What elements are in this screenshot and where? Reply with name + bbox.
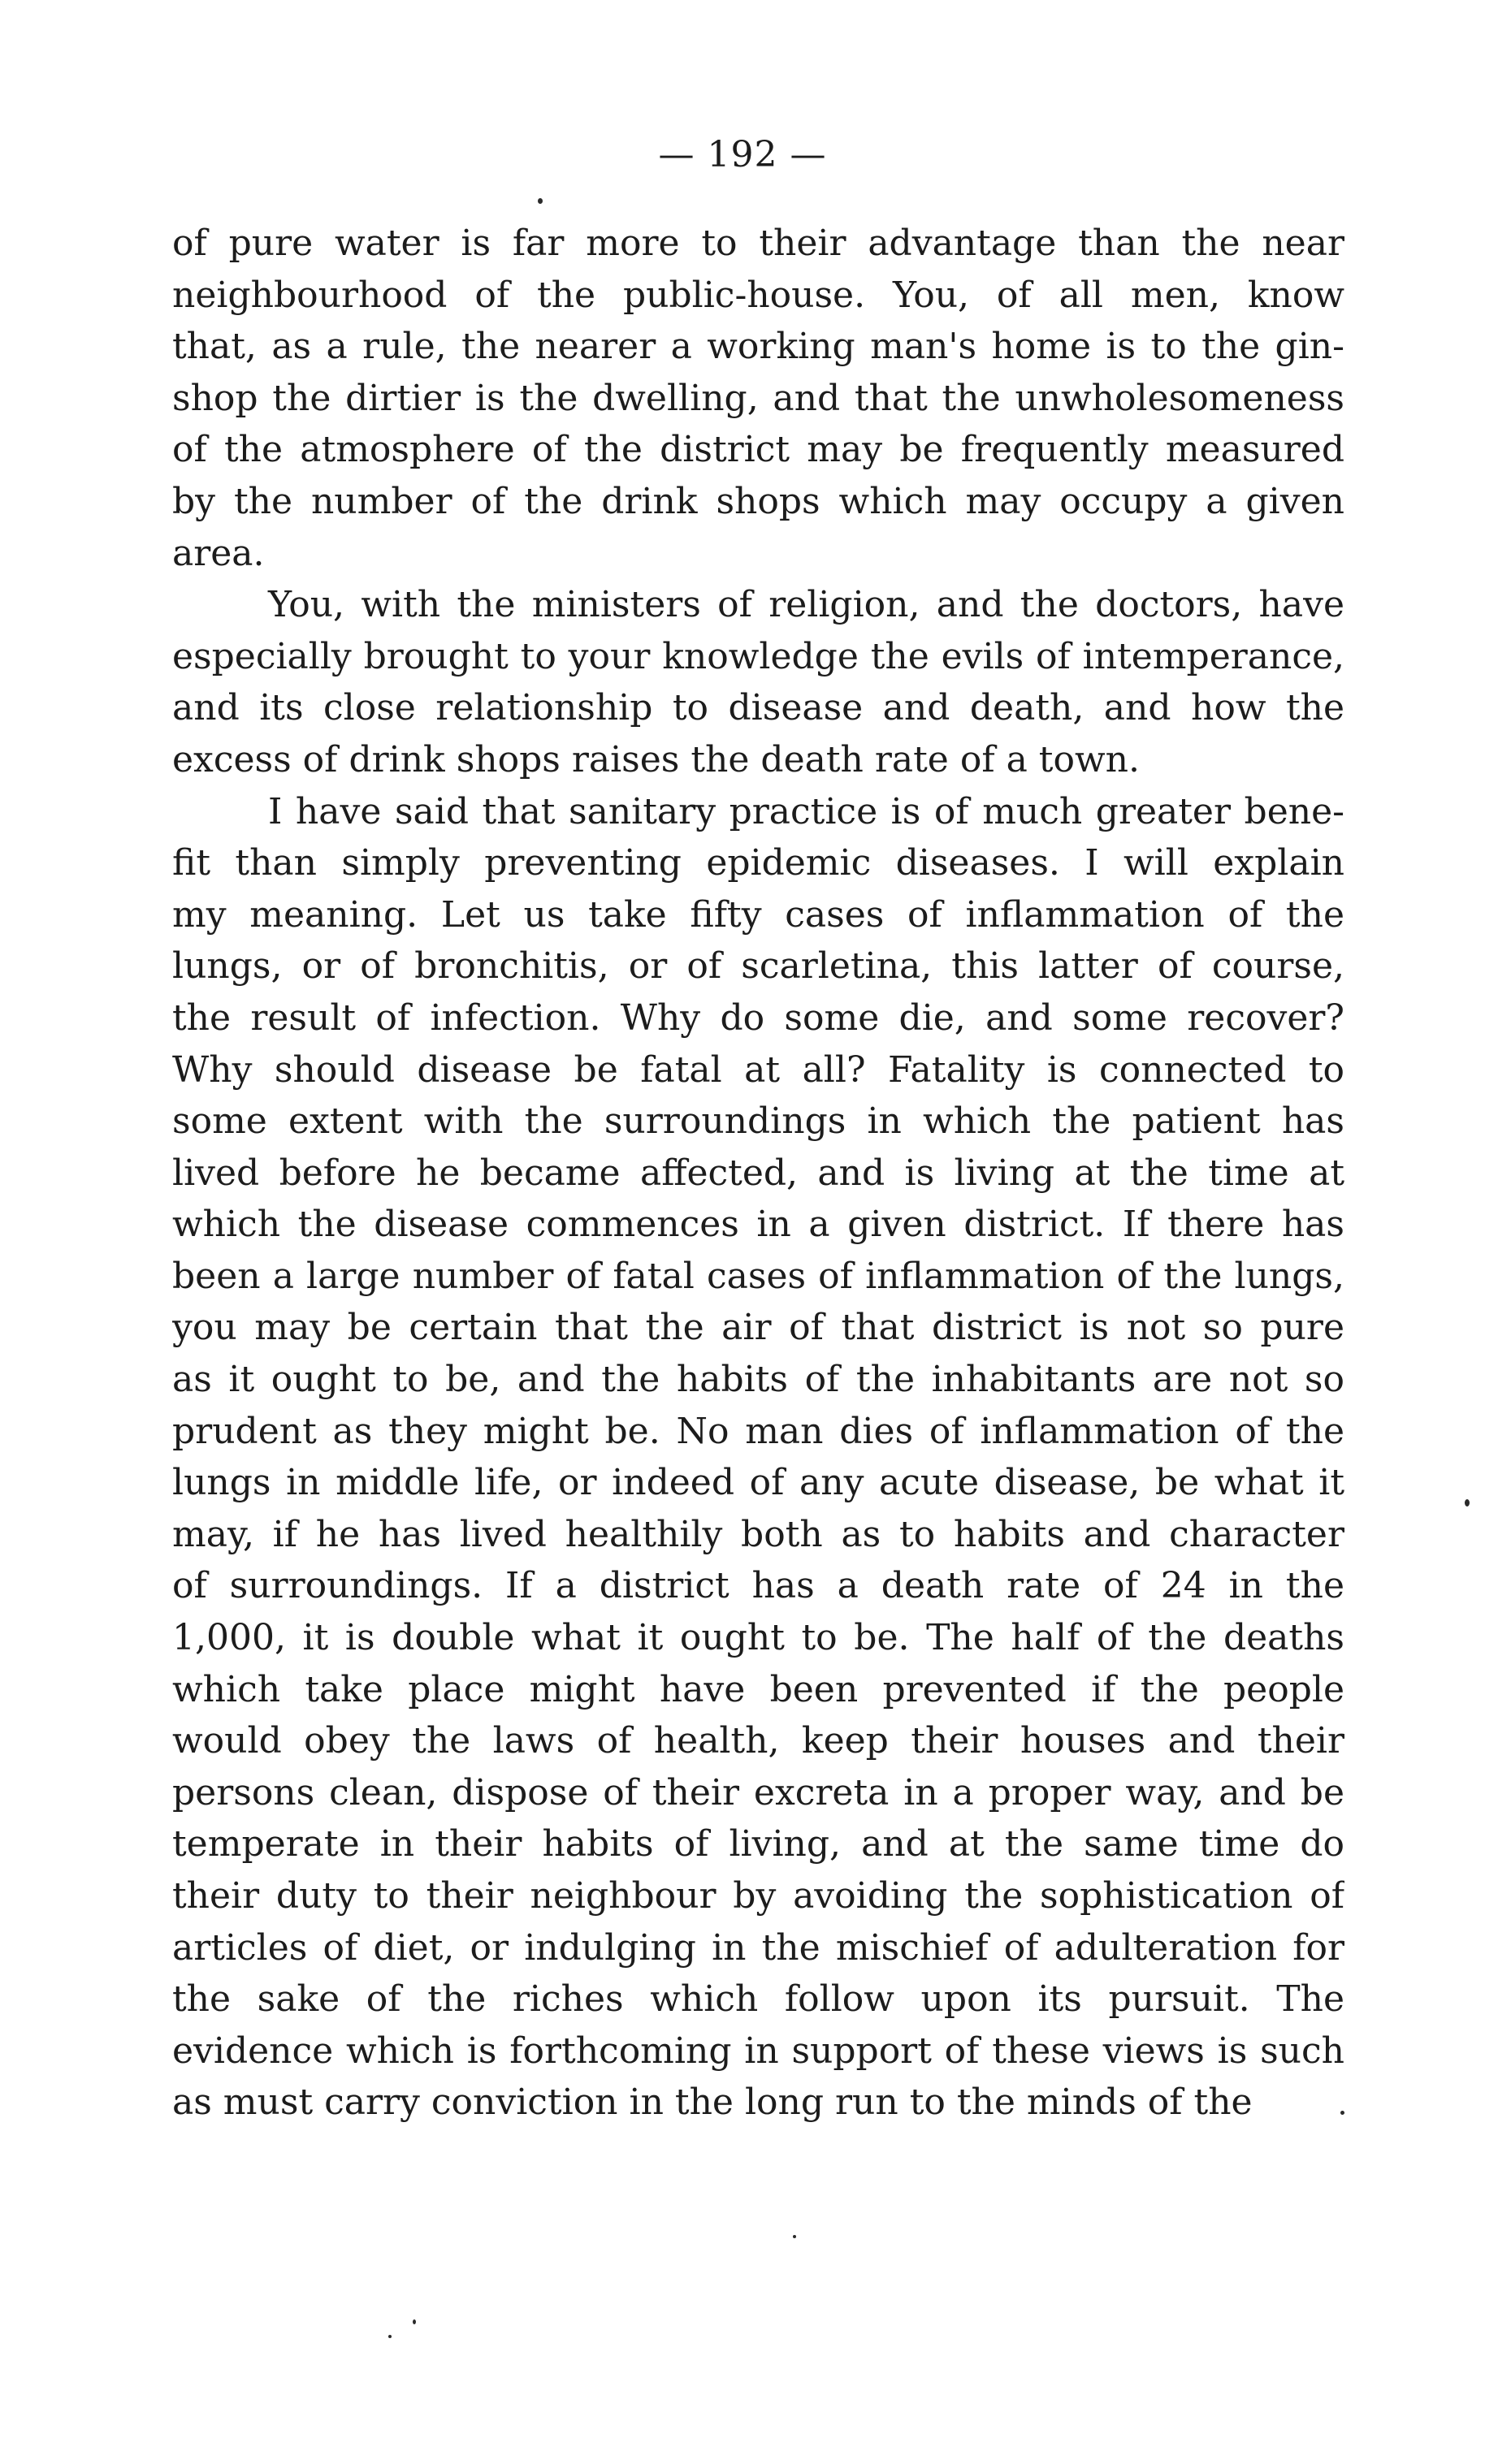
text-line: shop the dirtier is the dwelling, and that the unwholesomeness xyxy=(172,377,1344,419)
text-line: the sake of the riches which follow upon its pursuit. The xyxy=(172,1978,1344,2021)
text-line: 1,000, it is double what it ought to be. The half of the deaths xyxy=(172,1617,1344,1659)
text-line: which take place might have been prevented if the people xyxy=(172,1668,1344,1710)
text-line: their duty to their neighbour by avoiding the sophistication of xyxy=(172,1875,1344,1917)
text-line: especially brought to your knowledge the evils of intemperance, xyxy=(172,635,1344,677)
text-line: and its close relationship to disease and death, and how the xyxy=(172,687,1344,729)
text-line: my meaning. Let us take fifty cases of inflammation of the xyxy=(172,893,1344,936)
text-line: lungs in middle life, or indeed of any acute disease, be what it xyxy=(172,1462,1344,1504)
text-line: You, with the ministers of religion, and the doctors, have xyxy=(268,584,1344,626)
text-line: would obey the laws of health, keep their houses and their xyxy=(172,1720,1344,1762)
text-line: that, as a rule, the nearer a working man's home is to the gin- xyxy=(172,326,1344,368)
text-line: as it ought to be, and the habits of the inhabitants are not so xyxy=(172,1359,1344,1401)
text-line: of pure water is far more to their advantage than the near xyxy=(172,223,1344,264)
text-line: area. xyxy=(172,532,265,574)
text-line: of the atmosphere of the district may be frequently measured xyxy=(172,429,1344,471)
text-line: persons clean, dispose of their excreta in a proper way, and be xyxy=(172,1771,1344,1813)
print-speck xyxy=(413,2319,416,2324)
text-line: evidence which is forthcoming in support of these views is such xyxy=(172,2030,1344,2072)
print-speck xyxy=(538,198,543,204)
text-line: lungs, or of bronchitis, or of scarletina, this latter of course, xyxy=(172,945,1344,988)
text-line: of surroundings. If a district has a death rate of 24 in the xyxy=(172,1565,1344,1607)
text-line: by the number of the drink shops which may occupy a given xyxy=(172,480,1344,522)
text-line: fit than simply preventing epidemic diseases. I will explain xyxy=(172,842,1344,884)
print-speck xyxy=(793,2235,796,2238)
text-line: I have said that sanitary practice is of much greater bene- xyxy=(268,790,1344,832)
text-line: temperate in their habits of living, and at the same time do xyxy=(172,1823,1344,1865)
page-number: — 192 — xyxy=(658,134,827,175)
text-line: some extent with the surroundings in which the patient has xyxy=(172,1100,1344,1143)
text-line: the result of infection. Why do some die, and some recover? xyxy=(172,996,1344,1039)
print-speck xyxy=(388,2335,392,2338)
text-line: been a large number of fatal cases of inflammation of the lungs, xyxy=(172,1255,1344,1297)
text-line: you may be certain that the air of that district is not so pure xyxy=(172,1307,1344,1349)
text-line: lived before he became affected, and is living at the time at xyxy=(172,1152,1344,1194)
print-speck xyxy=(1340,2111,1344,2115)
text-line: neighbourhood of the public-house. You, of all men, know xyxy=(172,274,1344,316)
print-speck xyxy=(1465,1499,1470,1506)
text-line: excess of drink shops raises the death rate of a town. xyxy=(172,738,1140,780)
text-line: Why should disease be fatal at all? Fatality is connected to xyxy=(172,1048,1344,1091)
text-line: articles of diet, or indulging in the mischief of adulteration for xyxy=(172,1926,1344,1969)
text-line: prudent as they might be. No man dies of inflammation of the xyxy=(172,1410,1344,1452)
text-line: which the disease commences in a given district. If there has xyxy=(172,1204,1344,1246)
text-line: as must carry conviction in the long run to the minds of the xyxy=(172,2081,1253,2124)
text-line: may, if he has lived healthily both as to habits and character xyxy=(172,1513,1344,1555)
body-text xyxy=(172,218,1344,2129)
